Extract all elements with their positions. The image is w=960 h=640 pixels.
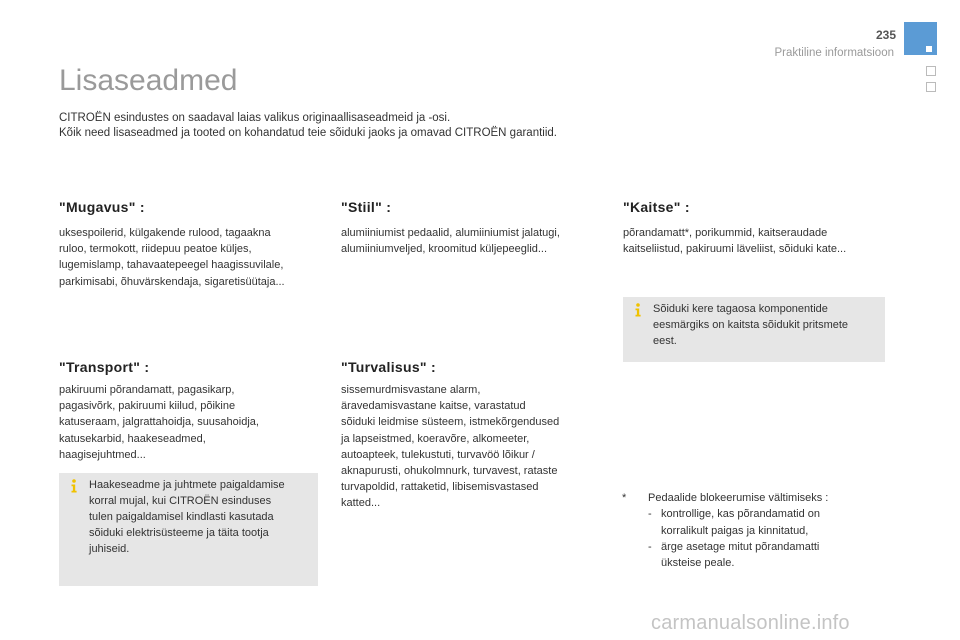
note-line: eesmärgiks on kaitsta sõidukit pritsmete xyxy=(653,319,849,331)
info-note-kaitse xyxy=(623,297,885,362)
intro-text xyxy=(59,111,557,140)
info-icon xyxy=(630,302,646,318)
note-line: eest. xyxy=(653,335,677,347)
page-number: 235 xyxy=(875,28,896,42)
text-line: parkimisabi, õhuvärskendaja, sigaretisüütaja... xyxy=(59,275,285,288)
footnote-item-cont xyxy=(622,523,820,539)
heading-mugavus: "Mugavus" : xyxy=(59,199,145,215)
intro-line: Kõik need lisaseadmed ja tooted on kohandatud teie sõiduki jaoks ja omavad CITROËN garantiid. xyxy=(59,126,557,139)
nav-square-icon xyxy=(926,82,936,92)
text-line: turvapoldid, rattaketid, libisemisvastased xyxy=(341,481,539,494)
text-line: sissemurdmisvastane alarm, xyxy=(341,384,481,396)
section-title: Praktiline informatsioon xyxy=(774,47,894,59)
text-line: haagisejuhtmed... xyxy=(59,448,146,461)
footnote-item xyxy=(622,506,820,522)
text-mugavus xyxy=(59,225,285,290)
text-line: autoapteek, tulekustuti, turvavöö lõikur / xyxy=(341,448,535,461)
info-note-transport xyxy=(59,473,318,586)
note-line: Haakeseadme ja juhtmete paigaldamise xyxy=(89,479,285,491)
text-line: katusekarbid, haakeseadmed, xyxy=(59,432,206,445)
text-line: sõiduki leidmise süsteem, istmekõrgendused xyxy=(341,416,560,429)
heading-stiil: "Stiil" : xyxy=(341,199,392,215)
footnote-dash: - xyxy=(648,540,652,553)
heading-transport: "Transport" : xyxy=(59,359,150,375)
heading-turvalisus: "Turvalisus" : xyxy=(341,359,437,375)
text-stiil xyxy=(341,225,560,257)
watermark: carmanualsonline.info xyxy=(651,612,850,634)
text-transport xyxy=(59,382,259,463)
footnote-item xyxy=(622,539,820,555)
text-line: pakiruumi põrandamatt, pagasikarp, xyxy=(59,384,235,396)
footnote-intro xyxy=(622,490,829,506)
footnote xyxy=(622,490,829,571)
note-line: Sõiduki kere tagaosa komponentide xyxy=(653,303,828,315)
text-line: äravedamisvastane kaitse, varastatud xyxy=(341,400,526,413)
heading-kaitse: "Kaitse" : xyxy=(623,199,690,215)
footnote-marker: * xyxy=(622,492,627,504)
footnote-dash: - xyxy=(648,508,652,521)
footnote-item-cont xyxy=(622,555,820,571)
footnote-item-line: üksteise peale. xyxy=(661,557,735,570)
text-line: katted... xyxy=(341,497,381,510)
footnote-intro-text: Pedaalide blokeerumise vältimiseks : xyxy=(648,492,829,504)
text-line: pagasivõrk, pakiruumi kiilud, põikine xyxy=(59,400,236,413)
text-line: ruloo, termokott, riidepuu peatoe küljes, xyxy=(59,243,252,256)
note-line: sõiduki elektrisüsteeme ja täita tootja xyxy=(89,527,269,539)
page-tab-dot xyxy=(926,46,932,52)
footnote-item-line: korralikult paigas ja kinnitatud, xyxy=(661,524,809,537)
text-turvalisus xyxy=(341,382,559,512)
text-line: uksespoilerid, külgakende rulood, tagaakna xyxy=(59,227,271,239)
intro-line: CITROËN esindustes on saadaval laias valikus originaallisaseadmeid ja -osi. xyxy=(59,112,451,124)
text-line: katuseraam, jalgrattahoidja, suusahoidja, xyxy=(59,416,259,429)
page-title: Lisaseadmed xyxy=(59,64,238,97)
note-line: korral mujal, kui CITROËN esinduses xyxy=(89,495,272,507)
nav-square-icon xyxy=(926,66,936,76)
note-line: tulen paigaldamisel kindlasti kasutada xyxy=(89,511,274,523)
text-line: alumiiniumist pedaalid, alumiiniumist jalatugi, xyxy=(341,227,560,239)
footnote-item-line: kontrollige, kas põrandamatid on xyxy=(661,508,820,521)
note-line: juhiseid. xyxy=(89,543,130,555)
text-kaitse xyxy=(623,225,846,257)
page-tab-marker xyxy=(904,22,937,55)
text-line: alumiiniumveljed, kroomitud küljepeeglid... xyxy=(341,243,548,256)
footnote-item-line: ärge asetage mitut põrandamatti xyxy=(661,540,820,553)
text-line: aknapurusti, ohukolmnurk, turvavest, rataste xyxy=(341,465,558,478)
text-line: kaitseliistud, pakiruumi läveliist, sõiduki kate... xyxy=(623,243,847,256)
note-text xyxy=(653,301,848,349)
text-line: ja lapseistmed, koeravõre, alkomeeter, xyxy=(341,432,530,445)
note-text xyxy=(89,477,285,557)
text-line: lugemislamp, tahavaatepeegel haagissuvilale, xyxy=(59,259,284,272)
text-line: põrandamatt*, porikummid, kaitseraudade xyxy=(623,227,828,239)
info-icon xyxy=(66,478,82,494)
